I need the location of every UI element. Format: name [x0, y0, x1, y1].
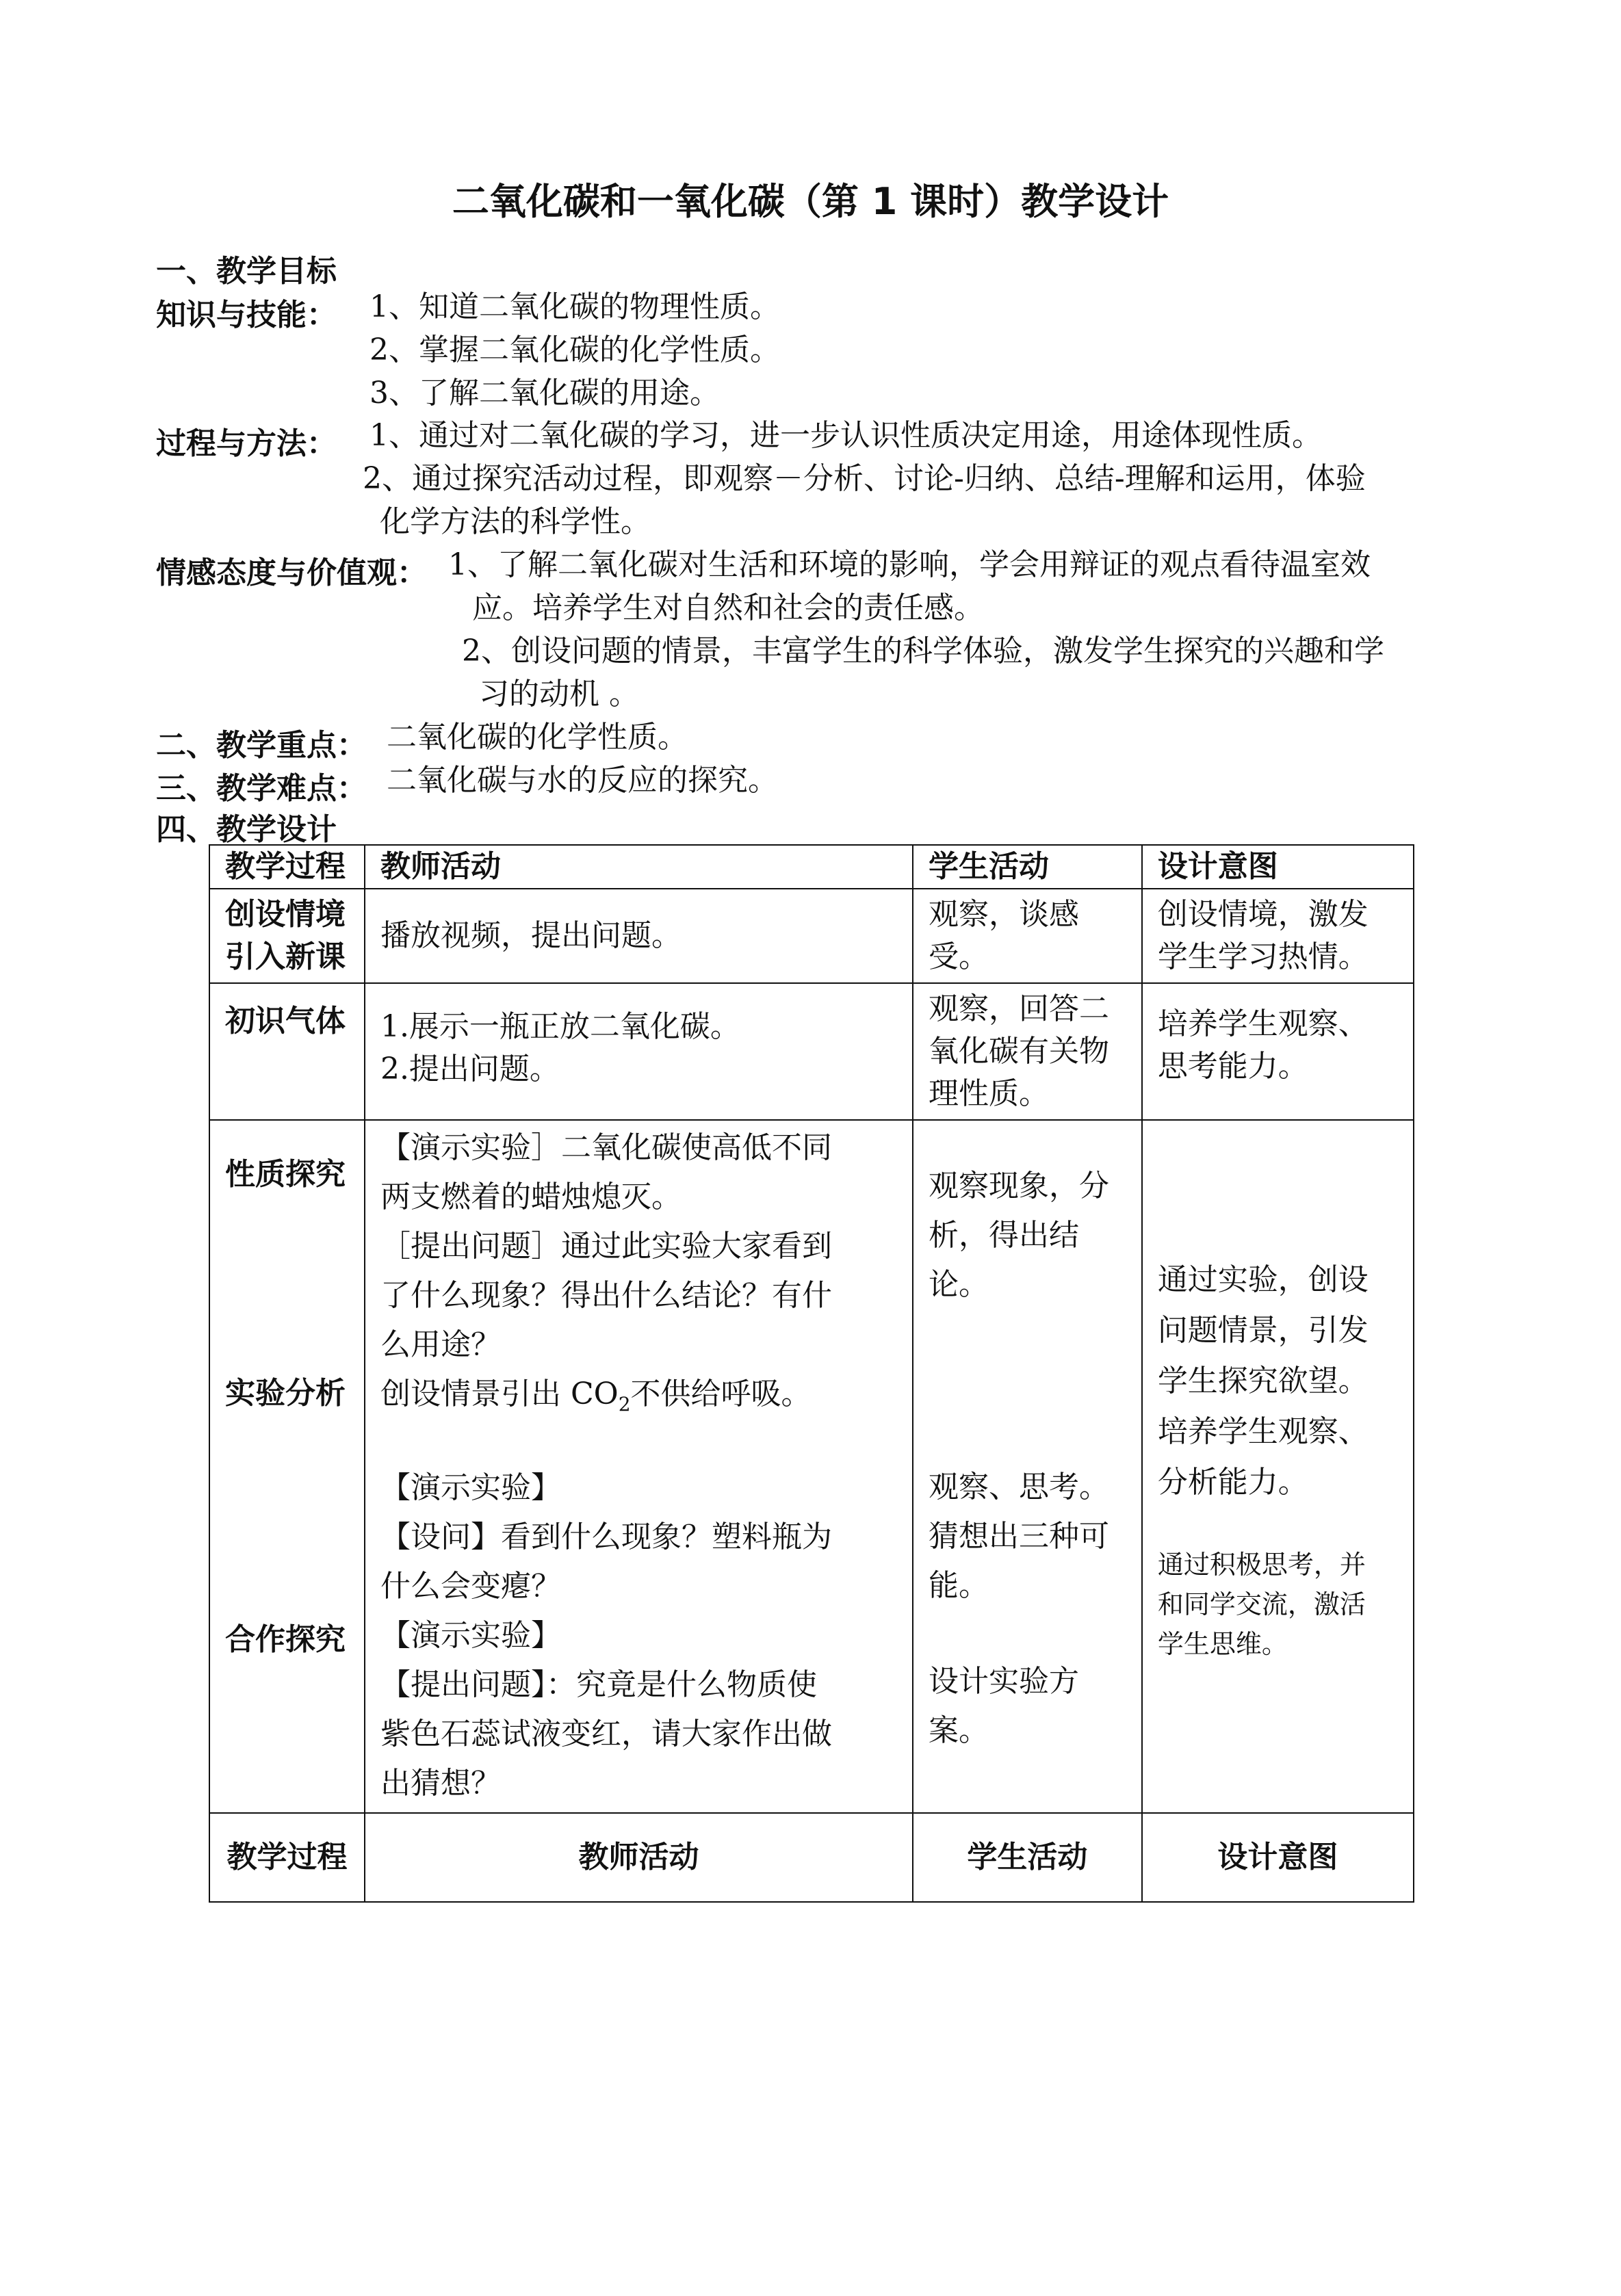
row3-intent-group2: [1158, 1545, 1366, 1664]
row3-teacher-line10: 【提出问题】：究竟是什么物质使: [380, 1667, 817, 1702]
row3-intent-line8: 学生思维。: [1157, 1629, 1288, 1659]
row3-student-group2: [929, 1463, 1109, 1610]
row3-intent-line7: 和同学交流，激活: [1157, 1589, 1366, 1619]
footer-intent: 设计意图: [1142, 1813, 1414, 1902]
co2-suffix: 不供给呼吸。: [630, 1377, 812, 1411]
row3-teacher-line6: 【演示实验】: [380, 1470, 561, 1505]
teaching-design-table: [209, 844, 1414, 1903]
footer-student: 学生活动: [913, 1813, 1142, 1902]
row3-student-group1: [929, 1162, 1109, 1309]
row3-intent-line1: 通过实验，创设: [1157, 1262, 1369, 1297]
process-item-2b: 化学方法的科学性。: [380, 504, 651, 539]
row3-intent-line2: 问题情景，引发: [1157, 1313, 1369, 1348]
row3-teacher-line9: 【演示实验】: [380, 1617, 561, 1653]
row3-student-line8: 案。: [928, 1713, 989, 1748]
header-stage: 教学过程: [209, 845, 365, 889]
row1-teacher: 播放视频，提出问题。: [365, 889, 913, 983]
row3-student-line1: 观察现象，分: [928, 1169, 1109, 1203]
row3-student: [913, 1120, 1142, 1813]
row1-stage: [209, 889, 365, 983]
row3-student-line7: 设计实验方: [928, 1664, 1079, 1699]
row1-stage-line1: 创设情境: [225, 897, 346, 932]
row2-intent-line2: 思考能力。: [1157, 1049, 1308, 1084]
row3-teacher-line8: 什么会变瘪？: [380, 1568, 561, 1604]
knowledge-item-3: 3、了解二氧化碳的用途。: [369, 376, 720, 410]
row2-student-line2: 氧化碳有关物: [928, 1034, 1109, 1069]
row3-student-line5: 猜想出三种可: [928, 1519, 1109, 1554]
row3-intent: [1142, 1120, 1414, 1813]
row1-student-line1: 观察，谈感: [928, 897, 1079, 932]
key-point-label: 二、教学重点：: [156, 728, 367, 763]
row3-stage-2: 实验分析: [225, 1376, 346, 1411]
knowledge-item-2: 2、掌握二氧化碳的化学性质。: [369, 332, 780, 367]
row3-teacher-line7: 【设问】看到什么现象？塑料瓶为: [380, 1519, 832, 1554]
row1-intent-line1: 创设情境，激发: [1157, 897, 1369, 932]
co2-prefix: 创设情景引出 CO: [380, 1377, 619, 1411]
emotion-item-2a: 2、创设问题的情景，丰富学生的科学体验，激发学生探究的兴趣和学: [462, 634, 1384, 668]
row3-student-group3: [929, 1657, 1079, 1756]
row3-student-line2: 析，得出结: [928, 1218, 1079, 1253]
row2-student: [913, 983, 1142, 1120]
row3-teacher-line11: 紫色石蕊试液变红，请大家作出做: [380, 1716, 832, 1751]
row1-student: [913, 889, 1142, 983]
row3-student-line6: 能。: [928, 1568, 989, 1603]
row3-intent-line3: 学生探究欲望。: [1157, 1364, 1369, 1398]
process-item-1: 1、通过对二氧化碳的学习，进一步认识性质决定用途，用途体现性质。: [369, 418, 1322, 453]
row3-teacher-line3: ［提出问题］通过此实验大家看到: [380, 1229, 832, 1264]
co2-subscript: 2: [618, 1392, 631, 1416]
objectives-heading: 一、教学目标: [156, 254, 337, 289]
row1-stage-line2: 引入新课: [225, 939, 346, 974]
header-intent: 设计意图: [1142, 845, 1414, 889]
row3-intent-group1: [1158, 1255, 1369, 1508]
row3-teacher-line4: 了什么现象？得出什么结论？有什: [380, 1278, 832, 1313]
process-label: 过程与方法：: [156, 426, 337, 461]
row3-teacher-line1: 【演示实验］二氧化碳使高低不同: [380, 1130, 832, 1165]
knowledge-item-1: 1、知道二氧化碳的物理性质。: [369, 289, 780, 324]
row3-stage-3: 合作探究: [225, 1622, 346, 1657]
row3-intent-line5: 分析能力。: [1157, 1465, 1308, 1500]
row2-student-line3: 理性质。: [928, 1076, 1049, 1111]
row3-intent-line6: 通过积极思考，并: [1157, 1550, 1366, 1580]
row3-teacher-spacer: [380, 1429, 897, 1463]
footer-stage: 教学过程: [209, 1813, 365, 1902]
process-item-2a: 2、通过探究活动过程，即观察－分析、讨论-归纳、总结-理解和运用，体验: [363, 461, 1366, 496]
emotion-item-1b: 应。培养学生对自然和社会的责任感。: [472, 590, 984, 625]
row1-intent: [1142, 889, 1414, 983]
knowledge-label: 知识与技能：: [156, 298, 337, 332]
row3-intent-line4: 培养学生观察、: [1157, 1414, 1369, 1449]
row3-stage-1: 性质探究: [225, 1157, 346, 1192]
table-header-row: [209, 845, 1414, 889]
table-footer-row: [209, 1813, 1414, 1902]
row2-intent-line1: 培养学生观察、: [1157, 1006, 1369, 1041]
row2-teacher-line2: 2.提出问题。: [380, 1052, 560, 1086]
row3-teacher-line2: 两支燃着的蜡烛熄灭。: [380, 1179, 682, 1214]
footer-teacher: 教师活动: [365, 1813, 913, 1902]
row1-intent-line2: 学生学习热情。: [1157, 939, 1369, 974]
table-row: [209, 889, 1414, 983]
row2-teacher-line1: 1.展示一瓶正放二氧化碳。: [380, 1009, 740, 1044]
header-student: 学生活动: [913, 845, 1142, 889]
emotion-item-1a: 1、了解二氧化碳对生活和环境的影响，学会用辩证的观点看待温室效: [448, 547, 1371, 582]
row2-stage: 初识气体: [209, 983, 365, 1120]
row3-student-line3: 论。: [928, 1267, 989, 1302]
table-row: [209, 983, 1414, 1120]
key-point-text: 二氧化碳的化学性质。: [387, 720, 688, 755]
page-title: 二氧化碳和一氧化碳（第 1 课时）教学设计: [452, 180, 1169, 223]
row2-teacher: [365, 983, 913, 1120]
difficulty-text: 二氧化碳与水的反应的探究。: [387, 763, 778, 798]
emotion-item-2b: 习的动机 。: [479, 677, 639, 712]
emotion-label: 情感态度与价值观：: [156, 556, 427, 590]
row2-intent: [1142, 983, 1414, 1120]
difficulty-label: 三、教学难点：: [156, 771, 367, 806]
row3-teacher-co2-line: [380, 1370, 897, 1429]
header-teacher: 教师活动: [365, 845, 913, 889]
row3-teacher: [365, 1120, 913, 1813]
row3-stage: [209, 1120, 365, 1813]
row3-student-line4: 观察、思考。: [928, 1470, 1109, 1504]
row1-student-line2: 受。: [928, 939, 989, 974]
row2-student-line1: 观察，回答二: [928, 991, 1109, 1026]
table-row: [209, 1120, 1414, 1813]
design-heading: 四、教学设计: [156, 812, 337, 847]
row3-teacher-line12: 出猜想？: [380, 1765, 501, 1801]
row3-teacher-line5: 么用途？: [380, 1327, 501, 1362]
